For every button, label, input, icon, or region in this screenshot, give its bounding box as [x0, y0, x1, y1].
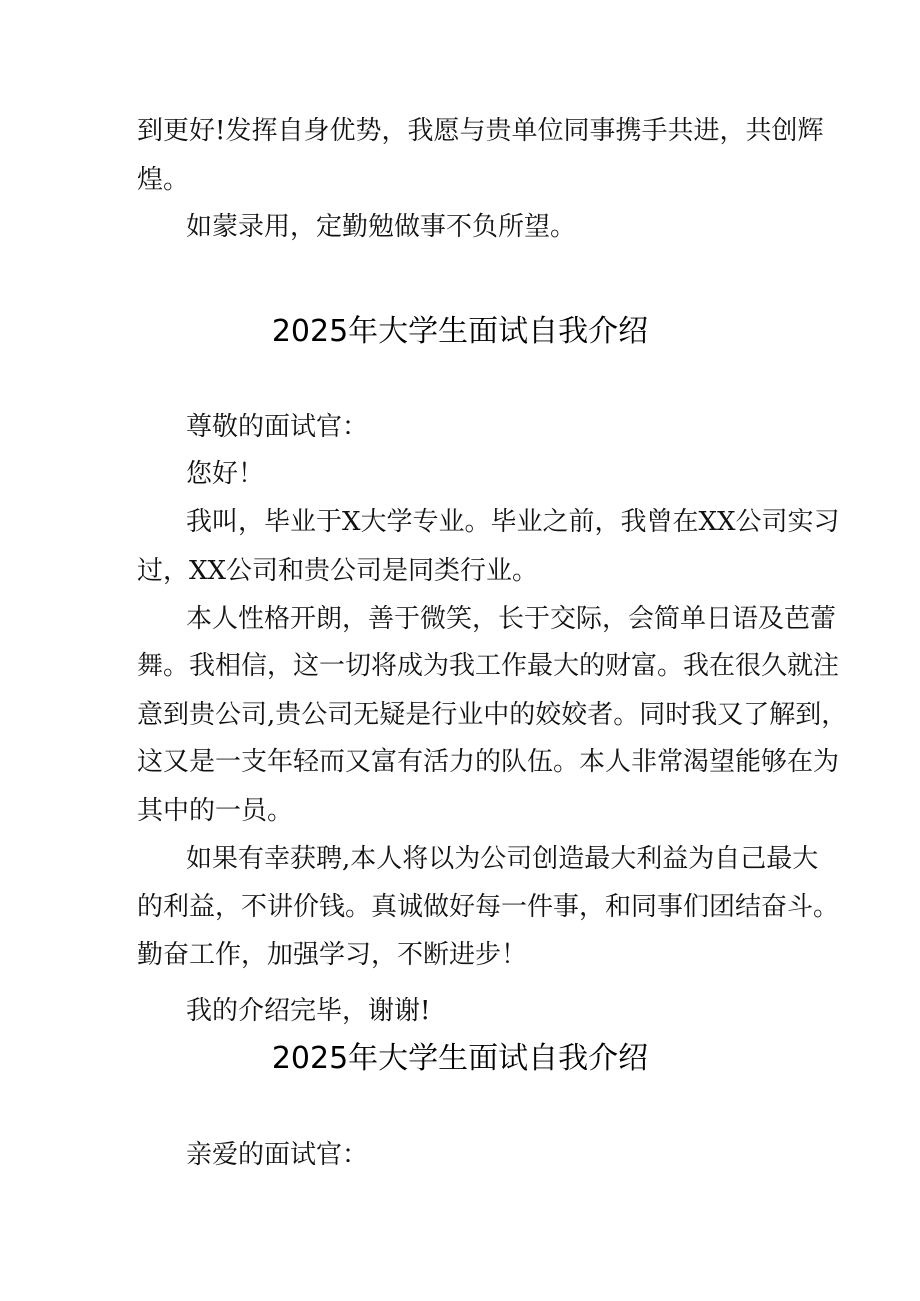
- section-title: 2025年大学生面试自我介绍: [271, 314, 649, 349]
- paragraph-line: 的利益，不讲价钱。真诚做好每一件事，和同事们团结奋斗。: [137, 892, 840, 922]
- closing-line: 我的介绍完毕，谢谢!: [186, 996, 431, 1026]
- paragraph-line: 如果有幸获聘,本人将以为公司创造最大利益为自己最大: [186, 844, 819, 874]
- paragraph-line: 过，XX公司和贵公司是同类行业。: [137, 556, 539, 586]
- paragraph-line: 这又是一支年轻而又富有活力的队伍。本人非常渴望能够在为: [137, 747, 840, 777]
- greeting: 您好！: [186, 459, 265, 489]
- paragraph-line: 煌。: [137, 165, 190, 195]
- paragraph-line: 勤奋工作，加强学习，不断进步！: [137, 940, 528, 970]
- paragraph-line: 其中的一员。: [137, 796, 294, 826]
- paragraph-line: 意到贵公司,贵公司无疑是行业中的姣姣者。同时我又了解到，: [137, 700, 848, 730]
- section-title: 2025年大学生面试自我介绍: [271, 1041, 649, 1076]
- paragraph-line: 到更好!发挥自身优势，我愿与贵单位同事携手共进，共创辉: [137, 116, 824, 146]
- paragraph-line: 如蒙录用，定勤勉做事不负所望。: [186, 212, 577, 242]
- paragraph-line: 我叫，毕业于X大学专业。毕业之前，我曾在XX公司实习: [186, 507, 840, 537]
- paragraph-line: 本人性格开朗，善于微笑，长于交际，会简单日语及芭蕾: [186, 604, 837, 634]
- salutation: 尊敬的面试官：: [186, 412, 369, 442]
- salutation: 亲爱的面试官：: [186, 1140, 369, 1170]
- paragraph-line: 舞。我相信，这一切将成为我工作最大的财富。我在很久就注: [137, 651, 840, 681]
